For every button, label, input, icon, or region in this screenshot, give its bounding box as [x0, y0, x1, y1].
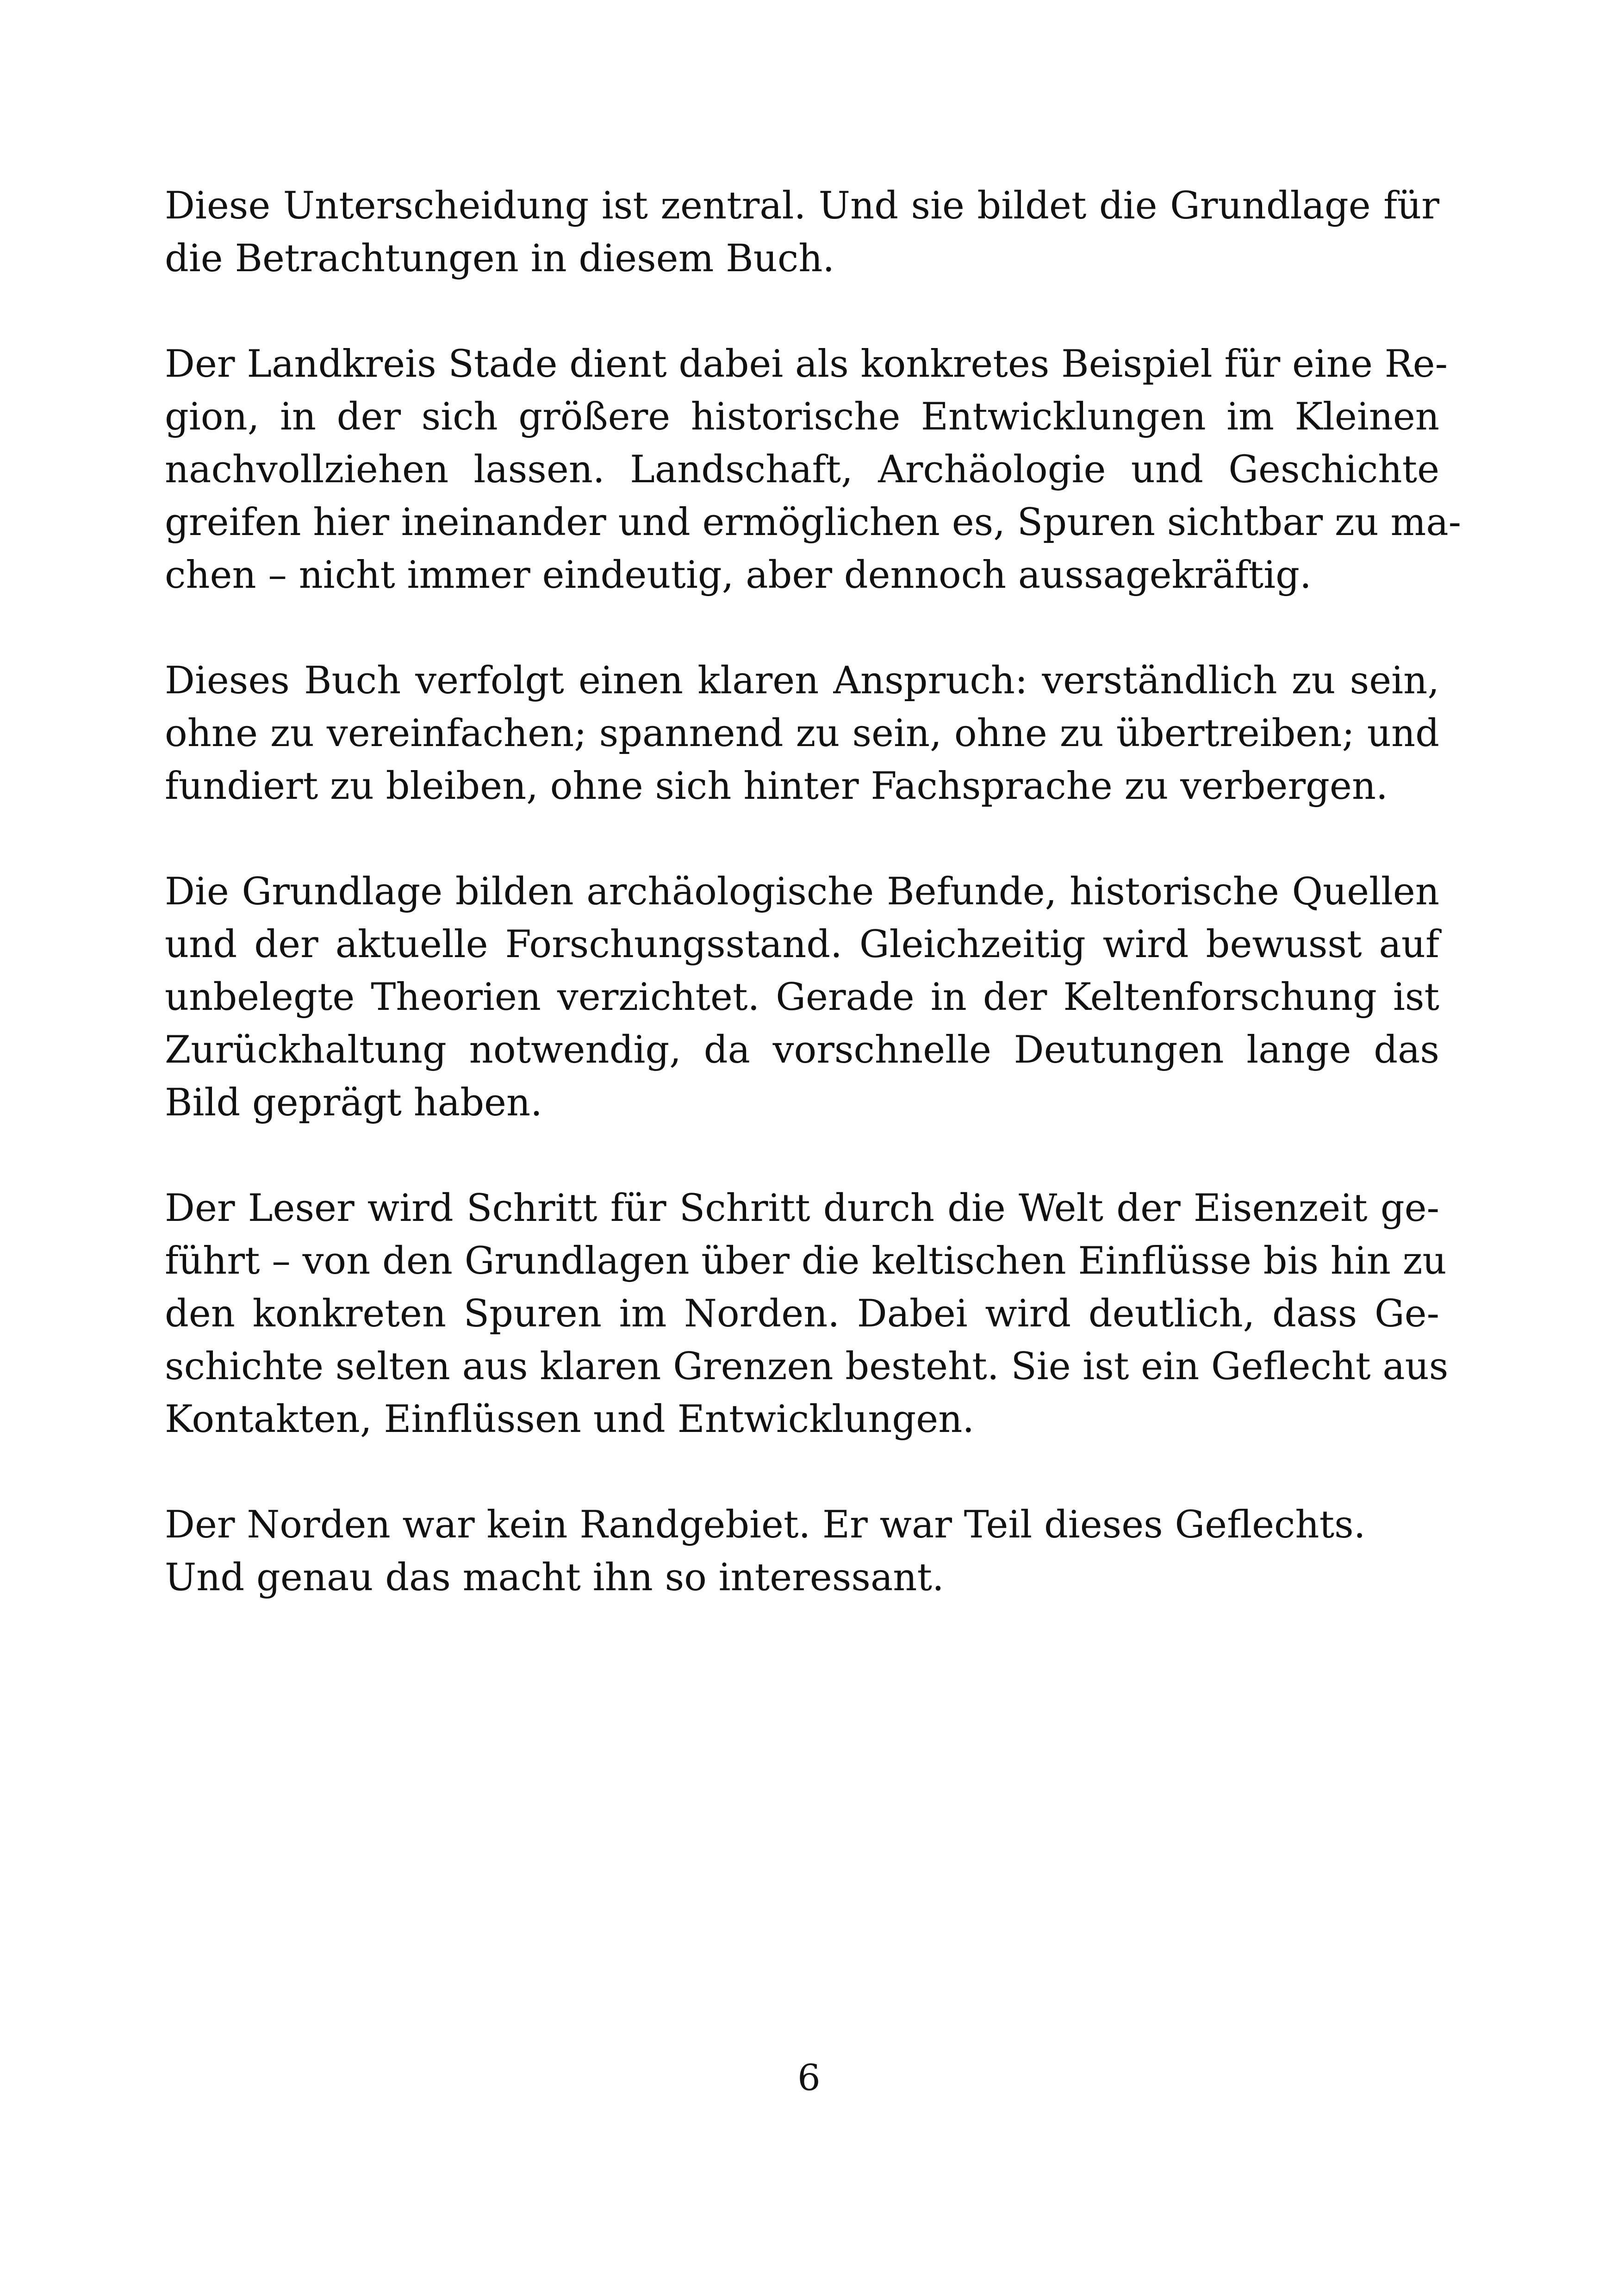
- text-line: fundiert zu bleiben, ohne sich hinter Fachsprache zu verbergen.: [165, 765, 1388, 808]
- text-line: die Betrachtungen in diesem Buch.: [165, 237, 835, 280]
- paragraph-2: [165, 338, 1462, 602]
- text-line: Der Norden war kein Randgebiet. Er war Teil dieses Geflechts.: [165, 1503, 1366, 1547]
- text-line: gion, in der sich größere historische Entwicklungen im Kleinen: [165, 395, 1439, 439]
- paragraph-6: [165, 1499, 1439, 1604]
- text-line: chen – nicht immer eindeutig, aber dennoch aussagekräftig.: [165, 554, 1312, 597]
- text-line: Der Landkreis Stade dient dabei als konkretes Beispiel für eine Re-: [165, 342, 1448, 386]
- text-line: greifen hier ineinander und ermöglichen es, Spuren sichtbar zu ma-: [165, 501, 1462, 544]
- text-line: führt – von den Grundlagen über die keltischen Einflüsse bis hin zu: [165, 1239, 1447, 1283]
- text-line: Die Grundlage bilden archäologische Befunde, historische Quellen: [165, 870, 1439, 914]
- text-line: unbelegte Theorien verzichtet. Gerade in der Keltenforschung ist: [165, 976, 1439, 1019]
- text-line: und der aktuelle Forschungsstand. Gleichzeitig wird bewusst auf: [165, 923, 1439, 966]
- text-line: den konkreten Spuren im Norden. Dabei wird deutlich, dass Ge-: [165, 1292, 1439, 1336]
- paragraph-5: [165, 1182, 1449, 1446]
- text-line: Bild geprägt haben.: [165, 1081, 542, 1125]
- text-line: Diese Unterscheidung ist zentral. Und sie bildet die Grundlage für: [165, 184, 1439, 228]
- body-text: [165, 180, 1462, 1657]
- paragraph-4: [165, 865, 1439, 1129]
- page-number: 6: [797, 2057, 821, 2099]
- text-line: Der Leser wird Schritt für Schritt durch die Welt der Eisenzeit ge-: [165, 1187, 1439, 1230]
- text-line: nachvollziehen lassen. Landschaft, Archäologie und Geschichte: [165, 448, 1439, 492]
- text-line: Zurückhaltung notwendig, da vorschnelle Deutungen lange das: [165, 1028, 1439, 1072]
- text-line: Kontakten, Einflüssen und Entwicklungen.: [165, 1398, 975, 1441]
- paragraph-1: [165, 180, 1439, 285]
- text-line: Und genau das macht ihn so interessant.: [165, 1556, 944, 1599]
- text-line: schichte selten aus klaren Grenzen besteht. Sie ist ein Geflecht aus: [165, 1345, 1449, 1388]
- text-line: Dieses Buch verfolgt einen klaren Anspruch: verständlich zu sein,: [165, 659, 1439, 703]
- paragraph-3: [165, 654, 1439, 813]
- text-line: ohne zu vereinfachen; spannend zu sein, ohne zu übertreiben; und: [165, 712, 1439, 755]
